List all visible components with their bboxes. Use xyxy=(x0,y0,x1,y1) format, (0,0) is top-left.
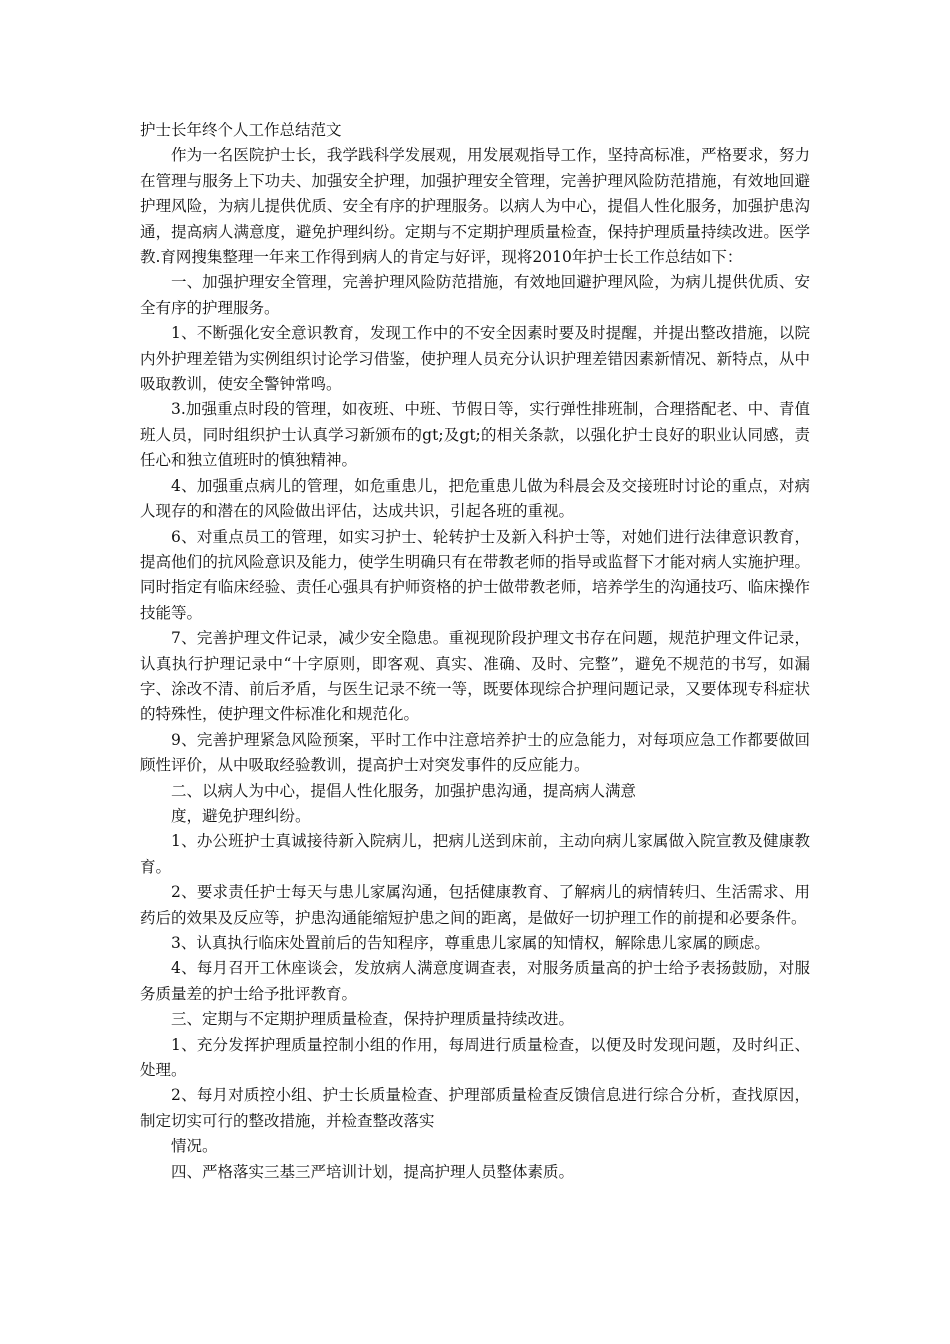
paragraph: 2、每月对质控小组、护士长质量检查、护理部质量检查反馈信息进行综合分析，查找原因，制定切实可行的整改措施，并检查整改落实 xyxy=(140,1086,810,1130)
paragraph: 4、每月召开工休座谈会，发放病人满意度调查表，对服务质量高的护士给予表扬鼓励，对服务质量差的护士给予批评教育。 xyxy=(140,959,810,1003)
paragraph: 二、以病人为中心，提倡人性化服务，加强护患沟通，提高病人满意 xyxy=(171,781,637,800)
paragraph: 7、完善护理文件记录，减少安全隐患。重视现阶段护理文书存在问题，规范护理文件记录，认真执行护理记录中“十字原则，即客观、真实、准确、及时、完整”，避免不规范的书写，如漏字、涂改不清、前后矛盾，与医生记录不统一等，既要体现综合护理问题记录，又要体现专科症状的特殊性，使护理文件标准化和规范化。 xyxy=(140,629,810,724)
paragraph: 9、完善护理紧急风险预案，平时工作中注意培养护士的应急能力，对每项应急工作都要做回顾性评价，从中吸取经验教训，提高护士对突发事件的反应能力。 xyxy=(140,730,810,775)
paragraph: 度，避免护理纠纷。 xyxy=(171,806,311,825)
paragraph: 1、充分发挥护理质量控制小组的作用，每周进行质量检查，以便及时发现问题，及时纠正、处理。 xyxy=(140,1035,810,1080)
paragraph: 三、定期与不定期护理质量检查，保持护理质量持续改进。 xyxy=(171,1010,575,1029)
paragraph: 4、加强重点病儿的管理，如危重患儿，把危重患儿做为科晨会及交接班时讨论的重点，对病人现存的和潜在的风险做出评估，达成共识，引起各班的重视。 xyxy=(140,476,810,521)
paragraph: 四、严格落实三基三严培训计划，提高护理人员整体素质。 xyxy=(171,1162,575,1181)
paragraph: 6、对重点员工的管理，如实习护士、轮转护士及新入科护士等，对她们进行法律意识教育，提高他们的抗风险意识及能力，使学生明确只有在带教老师的指导或监督下才能对病人实施护理。同时指定有临床经验、责任心强具有护师资格的护士做带教老师，培养学生的沟通技巧、临床操作技能等。 xyxy=(140,527,810,622)
paragraph: 作为一名医院护士长，我学践科学发展观，用发展观指导工作，坚持高标准，严格要求，努力在管理与服务上下功夫、加强安全护理，加强护理安全管理，完善护理风险防范措施，有效地回避护理风险，为病儿提供优质、安全有序的护理服务。以病人为中心，提倡人性化服务，加强护患沟通，提高病人满意度，避免护理纠纷。定期与不定期护理质量检查，保持护理质量持续改进。医学教.育网搜集整理一年来工作得到病人的肯定与好评，现将2010年护士长工作总结如下： xyxy=(140,146,810,267)
paragraph: 情况。 xyxy=(171,1137,218,1156)
document-title: 护士长年终个人工作总结范文 xyxy=(140,121,342,139)
document-body xyxy=(140,118,810,1185)
paragraph: 1、办公班护士真诚接待新入院病儿，把病儿送到床前，主动向病儿家属做入院宣教及健康教育。 xyxy=(140,832,810,876)
paragraph: 3.加强重点时段的管理，如夜班、中班、节假日等，实行弹性排班制，合理搭配老、中、青值班人员，同时组织护士认真学习新颁布的gt;及gt;的相关条款，以强化护士良好的职业认同感，责任心和独立值班时的慎独精神。 xyxy=(140,400,810,470)
paragraph: 一、加强护理安全管理，完善护理风险防范措施，有效地回避护理风险，为病儿提供优质、安全有序的护理服务。 xyxy=(140,273,810,317)
paragraph: 2、要求责任护士每天与患儿家属沟通，包括健康教育、了解病儿的病情转归、生活需求、用药后的效果及反应等，护患沟通能缩短护患之间的距离，是做好一切护理工作的前提和必要条件。 xyxy=(140,883,810,927)
paragraph: 1、不断强化安全意识教育，发现工作中的不安全因素时要及时提醒，并提出整改措施，以院内外护理差错为实例组织讨论学习借鉴，使护理人员充分认识护理差错因素新情况、新特点，从中吸取教训，使安全警钟常鸣。 xyxy=(140,324,810,394)
paragraph-list xyxy=(140,143,810,1185)
paragraph: 3、认真执行临床处置前后的告知程序，尊重患儿家属的知情权，解除患儿家属的顾虑。 xyxy=(171,934,770,952)
